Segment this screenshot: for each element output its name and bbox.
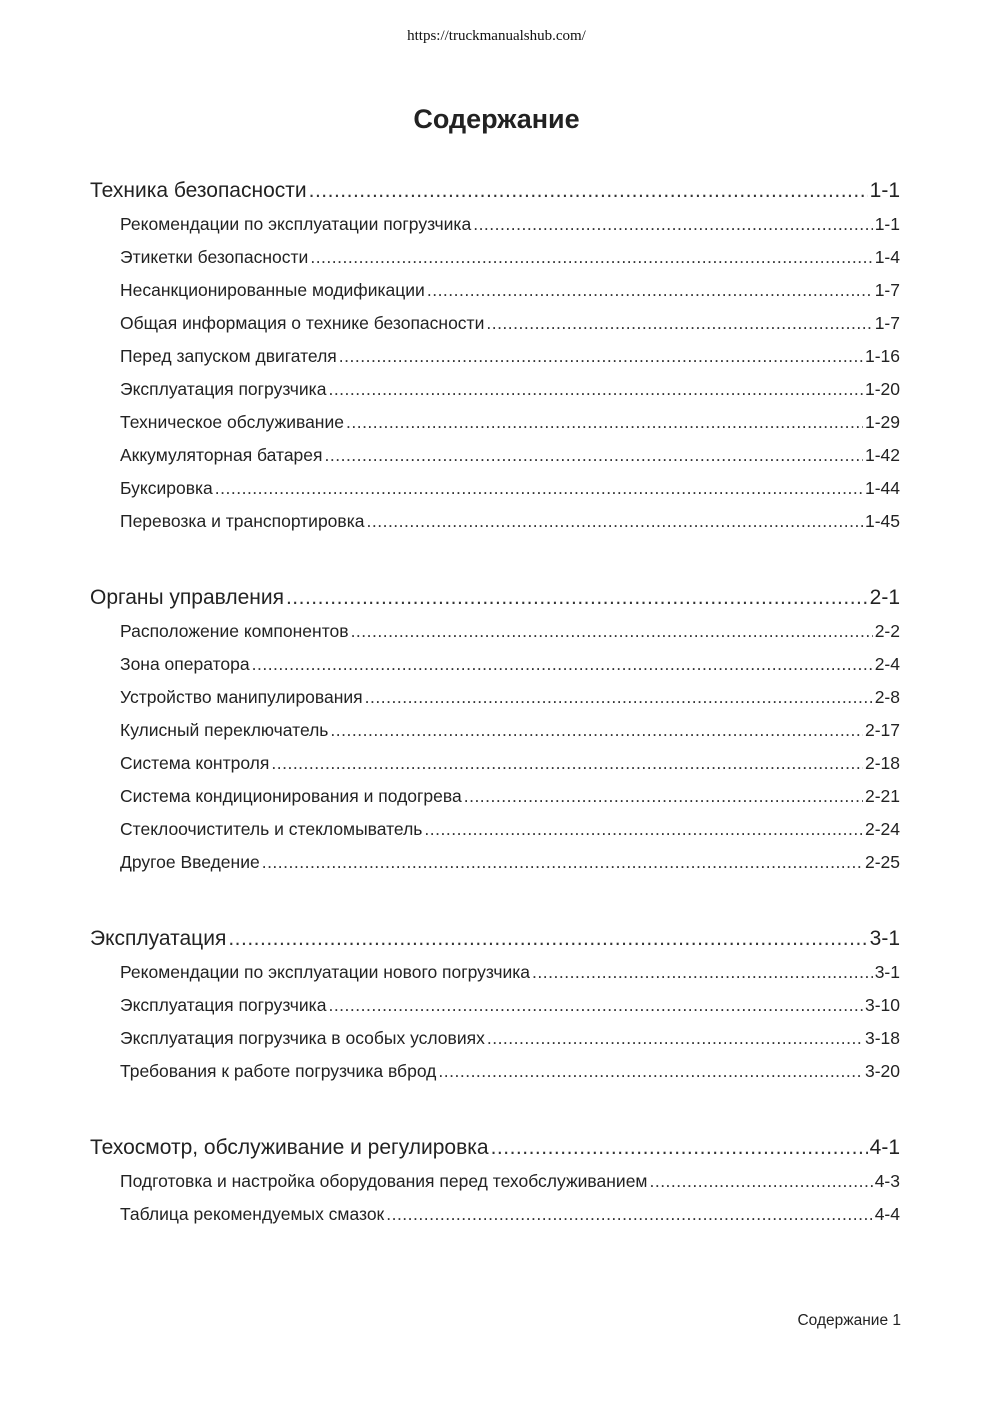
toc-section-heading-label: Эксплуатация — [90, 927, 227, 950]
dot-leader — [424, 813, 863, 846]
toc-entry[interactable] — [90, 780, 900, 813]
dot-leader — [286, 581, 868, 615]
dot-leader — [262, 846, 863, 879]
dot-leader — [271, 747, 863, 780]
toc-entry-page-number: 1-7 — [874, 280, 900, 300]
dot-leader — [438, 1055, 863, 1088]
toc-entry-label: Устройство манипулирования — [120, 687, 363, 707]
toc-entry[interactable] — [90, 956, 900, 989]
toc-entry-page-number: 3-20 — [864, 1061, 900, 1081]
dot-leader — [367, 505, 863, 538]
dot-leader — [252, 648, 873, 681]
toc-entry-page-number: 1-4 — [874, 247, 900, 267]
toc-entry[interactable] — [90, 1198, 900, 1231]
toc-entry[interactable] — [90, 208, 900, 241]
toc-entry-label: Общая информация о технике безопасности — [120, 313, 485, 333]
toc-entry-label: Перед запуском двигателя — [120, 346, 337, 366]
toc-entry-page-number: 2-2 — [874, 621, 900, 641]
toc-entry-label: Рекомендации по эксплуатации погрузчика — [120, 214, 472, 234]
toc-section-heading[interactable] — [90, 581, 900, 615]
toc-section — [90, 581, 900, 879]
toc-entry[interactable] — [90, 241, 900, 274]
page-footer: Содержание 1 — [797, 1312, 901, 1329]
page-title: Содержание — [413, 104, 580, 134]
toc-entry-label: Этикетки безопасности — [120, 247, 309, 267]
dot-leader — [310, 241, 872, 274]
dot-leader — [464, 780, 863, 813]
dot-leader — [473, 208, 873, 241]
dot-leader — [427, 274, 873, 307]
toc-entry[interactable] — [90, 439, 900, 472]
toc-entry-label: Рекомендации по эксплуатации нового погрузчика — [120, 962, 531, 982]
toc-entry[interactable] — [90, 1055, 900, 1088]
toc-entry-label: Подготовка и настройка оборудования перед техобслуживанием — [120, 1171, 648, 1191]
dot-leader — [330, 714, 863, 747]
dot-leader — [325, 439, 863, 472]
toc-section — [90, 922, 900, 1088]
dot-leader — [215, 472, 863, 505]
toc-entry-page-number: 3-1 — [874, 962, 900, 982]
toc-section-heading[interactable] — [90, 174, 900, 208]
toc-entry-label: Эксплуатация погрузчика в особых условиях — [120, 1028, 485, 1048]
toc-entry-page-number: 4-3 — [874, 1171, 900, 1191]
toc-section-heading-page-number: 3-1 — [869, 927, 900, 950]
toc-section-heading[interactable] — [90, 1131, 900, 1165]
toc-entry[interactable] — [90, 274, 900, 307]
toc-entry[interactable] — [90, 681, 900, 714]
source-url[interactable]: https://truckmanualshub.com/ — [407, 28, 586, 44]
toc-entry-label: Аккумуляторная батарея — [120, 445, 323, 465]
toc-entry[interactable] — [90, 714, 900, 747]
toc-entry[interactable] — [90, 813, 900, 846]
toc-entry-label: Несанкционированные модификации — [120, 280, 425, 300]
toc-entry[interactable] — [90, 373, 900, 406]
toc-entry-label: Требования к работе погрузчика вброд — [120, 1061, 437, 1081]
dot-leader — [649, 1165, 872, 1198]
dot-leader — [328, 989, 863, 1022]
dot-leader — [365, 681, 873, 714]
toc-entry-page-number: 3-10 — [864, 995, 900, 1015]
toc-entry[interactable] — [90, 846, 900, 879]
toc-entry-label: Система кондиционирования и подогрева — [120, 786, 462, 806]
toc-entry[interactable] — [90, 747, 900, 780]
toc-entry-label: Таблица рекомендуемых смазок — [120, 1204, 385, 1224]
toc-entry-label: Другое Введение — [120, 852, 260, 872]
toc-entry-page-number: 2-17 — [864, 720, 900, 740]
toc-entry[interactable] — [90, 340, 900, 373]
toc-section — [90, 174, 900, 538]
toc-entry[interactable] — [90, 406, 900, 439]
toc-section-heading-label: Органы управления — [90, 586, 284, 609]
toc-entry[interactable] — [90, 1165, 900, 1198]
toc-section-heading-label: Техника безопасности — [90, 179, 307, 202]
toc-entry-page-number: 1-42 — [864, 445, 900, 465]
toc-entry-label: Перевозка и транспортировка — [120, 511, 365, 531]
toc-entry-label: Техническое обслуживание — [120, 412, 344, 432]
toc-entry[interactable] — [90, 615, 900, 648]
toc-entry-page-number: 2-8 — [874, 687, 900, 707]
toc-section-heading[interactable] — [90, 922, 900, 956]
toc-entry-page-number: 3-18 — [864, 1028, 900, 1048]
toc-entry[interactable] — [90, 648, 900, 681]
toc-entry-label: Стеклоочиститель и стекломыватель — [120, 819, 423, 839]
toc-section — [90, 1131, 900, 1231]
dot-leader — [532, 956, 873, 989]
toc-section-heading-label: Техосмотр, обслуживание и регулировка — [90, 1136, 489, 1159]
toc-entry-label: Зона оператора — [120, 654, 250, 674]
toc-entry-page-number: 1-16 — [864, 346, 900, 366]
toc-entry[interactable] — [90, 307, 900, 340]
toc-entry-page-number: 2-21 — [864, 786, 900, 806]
dot-leader — [491, 1131, 868, 1165]
toc-section-heading-page-number: 4-1 — [869, 1136, 900, 1159]
toc-entry-page-number: 1-7 — [874, 313, 900, 333]
dot-leader — [346, 406, 863, 439]
toc-entry-page-number: 2-18 — [864, 753, 900, 773]
dot-leader — [351, 615, 873, 648]
toc-entry[interactable] — [90, 1022, 900, 1055]
dot-leader — [309, 174, 868, 208]
toc-section-heading-page-number: 2-1 — [869, 586, 900, 609]
toc-entry-page-number: 1-45 — [864, 511, 900, 531]
toc-entry[interactable] — [90, 989, 900, 1022]
dot-leader — [328, 373, 863, 406]
table-of-contents — [90, 174, 900, 1274]
toc-entry-page-number: 4-4 — [874, 1204, 900, 1224]
toc-entry-label: Система контроля — [120, 753, 270, 773]
toc-entry-label: Расположение компонентов — [120, 621, 349, 641]
toc-entry-label: Кулисный переключатель — [120, 720, 329, 740]
dot-leader — [487, 1022, 863, 1055]
toc-entry[interactable] — [90, 472, 900, 505]
toc-entry-page-number: 2-24 — [864, 819, 900, 839]
toc-entry-page-number: 1-44 — [864, 478, 900, 498]
toc-entry-page-number: 1-20 — [864, 379, 900, 399]
toc-entry-label: Эксплуатация погрузчика — [120, 379, 327, 399]
toc-section-heading-page-number: 1-1 — [869, 179, 900, 202]
toc-entry-page-number: 1-1 — [874, 214, 900, 234]
dot-leader — [386, 1198, 872, 1231]
dot-leader — [339, 340, 863, 373]
toc-entry-page-number: 2-4 — [874, 654, 900, 674]
toc-entry-label: Буксировка — [120, 478, 213, 498]
toc-entry-label: Эксплуатация погрузчика — [120, 995, 327, 1015]
dot-leader — [486, 307, 872, 340]
dot-leader — [228, 922, 867, 956]
toc-entry-page-number: 1-29 — [864, 412, 900, 432]
toc-entry[interactable] — [90, 505, 900, 538]
toc-entry-page-number: 2-25 — [864, 852, 900, 872]
